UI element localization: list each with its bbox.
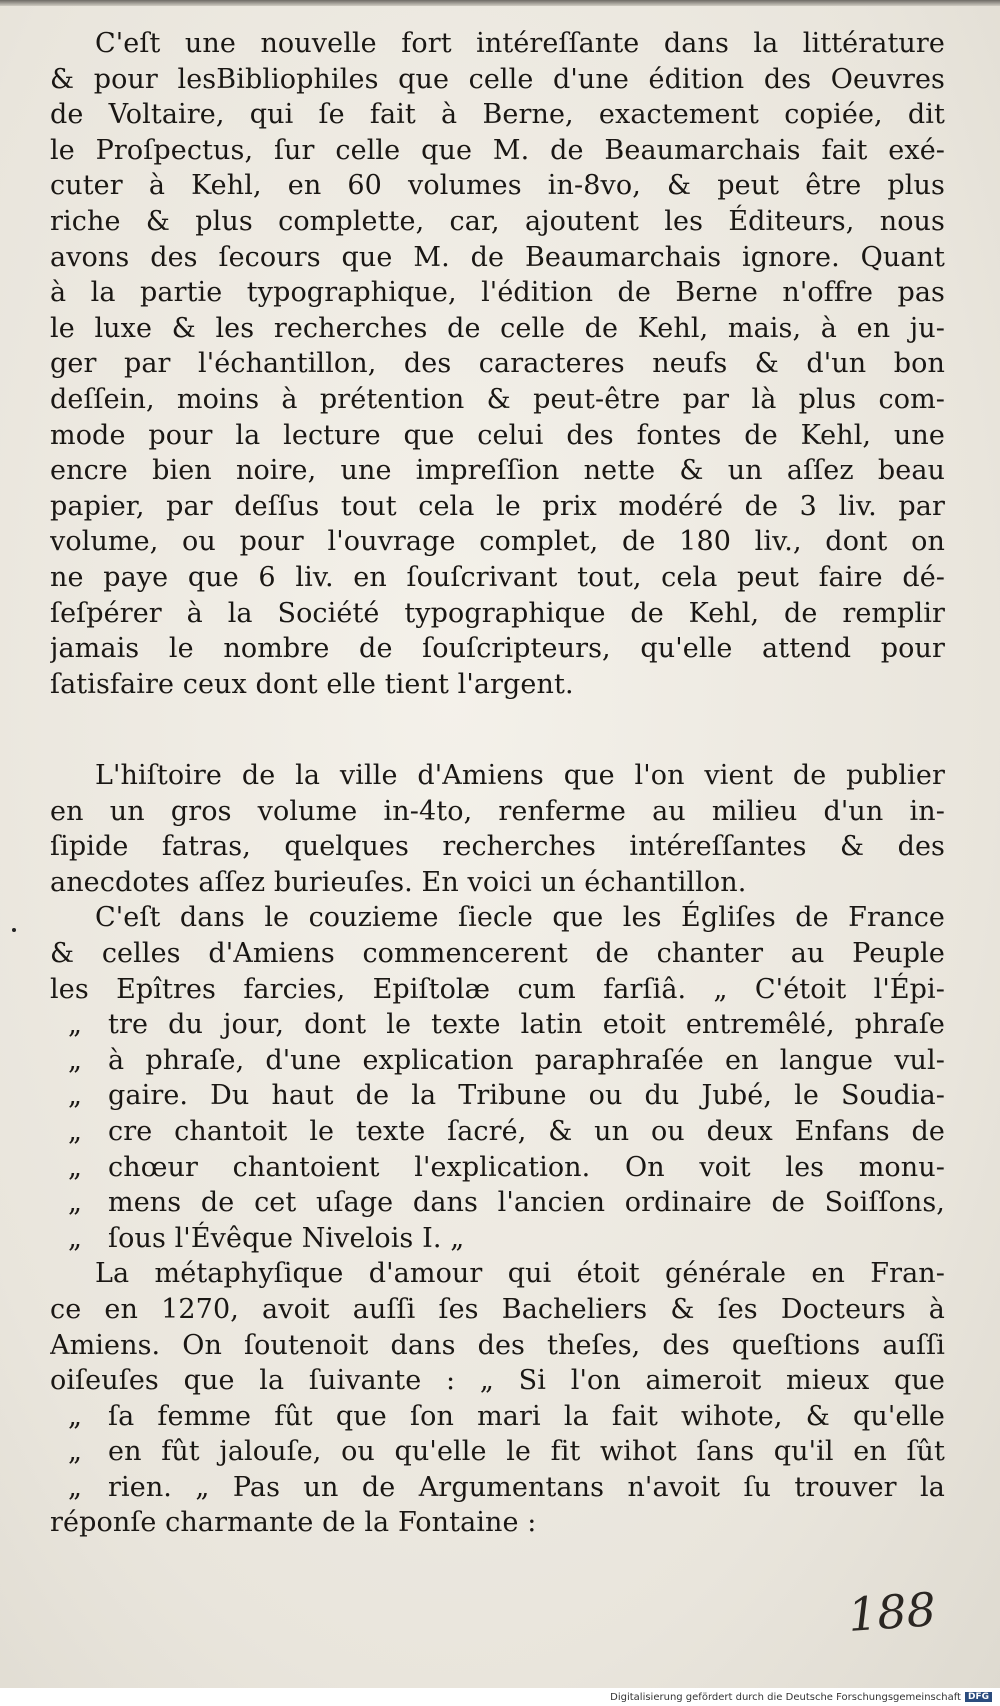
text-line: L'hiſtoire de la ville d'Amiens que l'on vient de publier [95,760,945,791]
text-line [50,1114,945,1150]
quote-mark: „ [68,1436,83,1468]
text-line: le Proſpectus, ſur celle que M. de Beaumarchais fait exé- [50,134,945,166]
text-line: & celles d'Amiens commencerent de chanter au Peuple [50,937,945,969]
paragraph-amiens-history [50,758,945,900]
line-text: ſous l'Évêque Nivelois I. „ [108,1222,465,1254]
quote-mark: „ [68,1471,83,1503]
paragraph-metaphysique-amour [50,1256,945,1541]
text-line: C'eſt dans le couzieme ſiecle que les Égliſes de France [95,902,945,934]
page-number: 188 [846,1582,938,1642]
line-text: en fût jalouſe, ou qu'elle le fit wihot ſans qu'il en ſût [108,1436,945,1468]
text-line: ſeſpérer à la Société typographique de Kehl, de remplir [50,597,945,629]
footer-credit: Digitalisierung gefördert durch die Deutsche Forschungsgemeinschaft [610,1691,961,1703]
line-text: cre chantoit le texte ſacré, & un ou deux Enfans de [108,1115,945,1147]
text-line: jamais le nombre de ſouſcripteurs, qu'elle attend pour [50,633,945,665]
text-line: mode pour la lecture que celui des fontes de Kehl, une [50,419,945,451]
text-line [50,1434,945,1470]
text-line: cuter à Kehl, en 60 volumes in-8vo, & peut être plus [50,170,945,202]
text-line: C'eſt une nouvelle fort intéreſſante dans la littérature [95,28,945,59]
ink-speck [12,928,16,932]
text-line [50,1150,945,1186]
text-line: ce en 1270, avoit auſſi ſes Bacheliers & ſes Docteurs à [50,1293,945,1325]
text-line: anecdotes aſſez burieuſes. En voici un échantillon. [50,866,747,898]
text-line [50,1185,945,1221]
text-line: encre bien noire, une impreſſion nette & un aſſez beau [50,455,945,487]
text-line: volume, ou pour l'ouvrage complet, de 180 liv., dont on [50,526,945,558]
text-line: ne paye que 6 liv. en ſouſcrivant tout, cela peut faire dé- [50,561,945,593]
text-line: de Voltaire, qui ſe fait à Berne, exactement copiée, dit [50,99,945,131]
text-line [50,1043,945,1079]
text-block-bottom [50,758,945,1541]
text-line: deſſein, moins à prétention & peut-être par là plus com- [50,383,945,415]
text-line: ger par l'échantillon, des caracteres neufs & d'un bon [50,348,945,380]
line-text: rien. „ Pas un de Argumentans n'avoit ſu trouver la [108,1471,945,1503]
text-line: le luxe & les recherches de celle de Kehl, mais, à en ju- [50,312,945,344]
text-line [50,1007,945,1043]
text-line: & pour lesBibliophiles que celle d'une édition des Oeuvres [50,63,945,95]
page-top-edge [0,0,1000,6]
text-line: les Epîtres farcies, Epiſtolæ cum farſiâ. „ C'étoit l'Épi- [50,973,945,1005]
text-line [50,1078,945,1114]
text-line: à la partie typographique, l'édition de Berne n'offre pas [50,277,945,309]
text-block-top [50,26,945,702]
paragraph-epitres-farcies [50,900,945,1256]
text-line: oiſeuſes que la ſuivante : „ Si l'on aimeroit mieux que [50,1365,945,1397]
dfg-logo: DFG [965,1692,992,1702]
text-line [50,1399,945,1435]
line-text: mens de cet uſage dans l'ancien ordinaire de Soiſſons, [108,1187,945,1219]
quote-mark: „ [68,1115,83,1147]
text-line [50,1470,945,1506]
quote-mark: „ [68,1151,83,1183]
quote-mark: „ [68,1222,83,1254]
quote-mark: „ [68,1044,83,1076]
digitization-footer [0,1688,1000,1706]
text-line: réponſe charmante de la Fontaine : [50,1507,537,1539]
text-line: avons des ſecours que M. de Beaumarchais ignore. Quant [50,241,945,273]
quote-mark: „ [68,1080,83,1112]
text-line: ſatisfaire ceux dont elle tient l'argent. [50,668,574,700]
text-line: Amiens. On ſoutenoit dans des theſes, des queſtions auſſi [50,1329,945,1361]
quote-mark: „ [68,1400,83,1432]
line-text: gaire. Du haut de la Tribune ou du Jubé, le Soudia- [108,1080,945,1112]
text-line [50,1221,945,1257]
text-line: en un gros volume in-4to, renferme au milieu d'un in- [50,795,945,827]
quote-mark: „ [68,1009,83,1041]
quote-mark: „ [68,1187,83,1219]
text-line: papier, par deſſus tout cela le prix modéré de 3 liv. par [50,490,945,522]
line-text: à phraſe, d'une explication paraphraſée en langue vul- [108,1044,945,1076]
text-line: ſipide fatras, quelques recherches intéreſſantes & des [50,831,945,863]
line-text: chœur chantoient l'explication. On voit les monu- [108,1151,945,1183]
text-line: La métaphyſique d'amour qui étoit générale en Fran- [95,1258,945,1290]
line-text: tre du jour, dont le texte latin etoit entremêlé, phraſe [108,1009,945,1041]
line-text: ſa femme fût que ſon mari la fait wihote, & qu'elle [108,1400,945,1432]
paragraph-voltaire-edition [50,26,945,702]
text-line: riche & plus complette, car, ajoutent les Éditeurs, nous [50,205,945,237]
